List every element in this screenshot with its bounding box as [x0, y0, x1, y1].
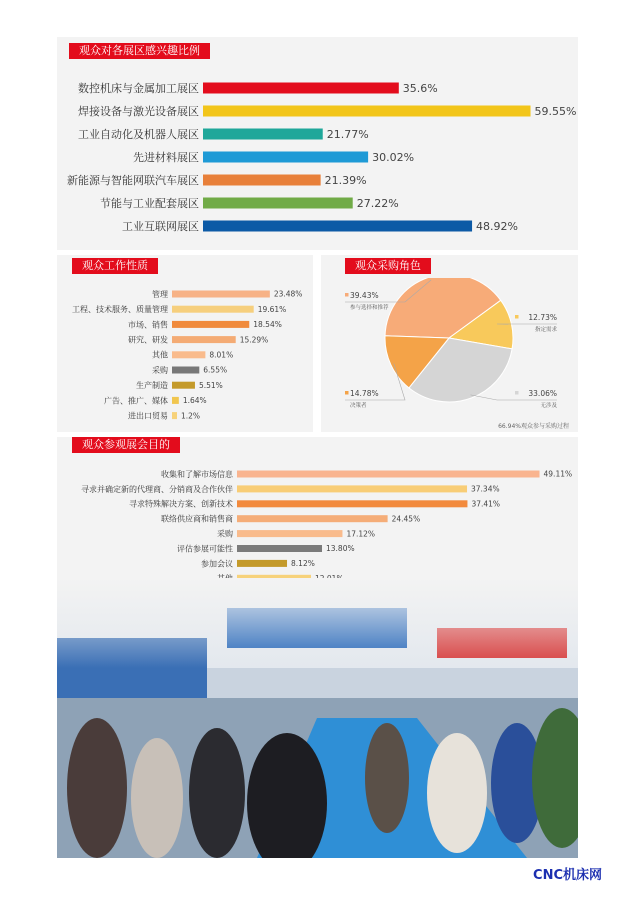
bar: [172, 321, 249, 328]
value-label: 23.48%: [273, 289, 303, 299]
category-label: 联络供应商和销售商: [161, 514, 233, 524]
value-label: 19.61%: [257, 304, 287, 314]
value-label: 18.54%: [253, 320, 282, 330]
role-title: 观众采购角色: [345, 258, 431, 274]
value-label: 37.41%: [471, 499, 501, 509]
bar: [172, 367, 199, 374]
category-label: 工程、技术服务、质量管理: [72, 305, 168, 315]
category-label: 市场、销售: [128, 320, 168, 330]
slice-name-label: 参与选择和推荐: [350, 305, 389, 311]
bar: [172, 336, 236, 343]
category-label: 焊接设备与激光设备展区: [78, 104, 199, 118]
slice-value-label: 39.43%: [350, 291, 379, 300]
interest-title: 观众对各展区感兴趣比例: [69, 43, 210, 59]
bar: [172, 397, 179, 404]
purpose-title: 观众参观展会目的: [72, 437, 180, 453]
bar: [203, 221, 472, 232]
slice-value-label: 12.73%: [528, 313, 557, 322]
slice-name-label: 无涉及: [540, 403, 557, 409]
value-label: 21.39%: [324, 173, 367, 187]
value-label: 1.2%: [181, 411, 201, 421]
category-label: 先进材料展区: [133, 150, 199, 164]
bar: [172, 291, 270, 298]
category-label: 进出口贸易: [128, 411, 168, 421]
value-label: 21.77%: [326, 127, 369, 141]
category-label: 收集和了解市场信息: [161, 469, 233, 479]
value-label: 35.6%: [402, 81, 438, 95]
role-chart: [321, 278, 578, 432]
category-label: 节能与工业配套展区: [100, 196, 199, 210]
value-label: 15.29%: [239, 335, 269, 345]
interest-chart: [57, 62, 578, 242]
slice-value-label: 33.06%: [528, 389, 557, 398]
value-label: 17.12%: [346, 529, 376, 539]
value-label: 27.22%: [356, 196, 399, 210]
category-label: 新能源与智能网联汽车展区: [67, 173, 199, 187]
category-label: 管理: [152, 289, 168, 299]
slice-name-label: 指定需求: [534, 327, 557, 333]
bar: [237, 515, 388, 522]
bar: [237, 530, 342, 537]
value-label: 48.92%: [476, 219, 519, 233]
category-label: 工业互联网展区: [122, 219, 199, 233]
category-label: 采购: [152, 365, 168, 375]
pie-note: 66.94%观众参与采购过程: [498, 423, 569, 430]
bar: [203, 152, 368, 163]
value-label: 49.11%: [543, 469, 573, 479]
nature-chart: [57, 280, 313, 425]
legend-swatch: [515, 315, 519, 319]
bar: [237, 545, 322, 552]
category-label: 采购: [217, 529, 233, 539]
category-label: 研究、研发: [128, 335, 168, 345]
category-label: 数控机床与金属加工展区: [78, 81, 199, 95]
value-label: 8.01%: [209, 350, 234, 360]
legend-swatch: [345, 391, 349, 395]
bar: [237, 485, 467, 492]
bar: [203, 175, 321, 186]
bar: [203, 129, 323, 140]
bar: [237, 471, 540, 478]
bar: [203, 83, 399, 94]
category-label: 评估参展可能性: [177, 544, 233, 554]
category-label: 生产制造: [136, 381, 168, 391]
value-label: 5.51%: [198, 380, 223, 390]
slice-value-label: 14.78%: [350, 389, 379, 398]
value-label: 8.12%: [291, 559, 315, 569]
bar: [203, 198, 353, 209]
value-label: 13.80%: [326, 544, 355, 554]
bar: [172, 412, 177, 419]
slice-name-label: 决策者: [350, 403, 367, 409]
bar: [203, 106, 531, 117]
category-label: 寻求特殊解决方案、创新技术: [129, 499, 233, 509]
value-label: 1.64%: [182, 396, 207, 406]
category-label: 寻求并确定新的代理商、分销商及合作伙伴: [81, 484, 233, 494]
value-label: 59.55%: [534, 104, 577, 118]
legend-swatch: [345, 293, 349, 297]
bar: [237, 500, 467, 507]
bar: [172, 351, 205, 358]
category-label: 参加会议: [201, 559, 233, 569]
category-label: 工业自动化及机器人展区: [78, 127, 199, 141]
value-label: 24.45%: [391, 514, 421, 524]
purpose-chart: [57, 462, 578, 587]
category-label: 其他: [152, 350, 168, 360]
bar: [237, 560, 287, 567]
value-label: 37.34%: [471, 484, 500, 494]
bar: [172, 382, 195, 389]
value-label: 30.02%: [372, 150, 415, 164]
legend-swatch: [515, 391, 519, 395]
bar: [172, 306, 254, 313]
nature-title: 观众工作性质: [72, 258, 158, 274]
photo-fade: [57, 578, 578, 668]
category-label: 广告、推广、媒体: [104, 396, 168, 406]
value-label: 6.55%: [203, 365, 228, 375]
brand-logo: CNC机床网: [533, 868, 602, 883]
